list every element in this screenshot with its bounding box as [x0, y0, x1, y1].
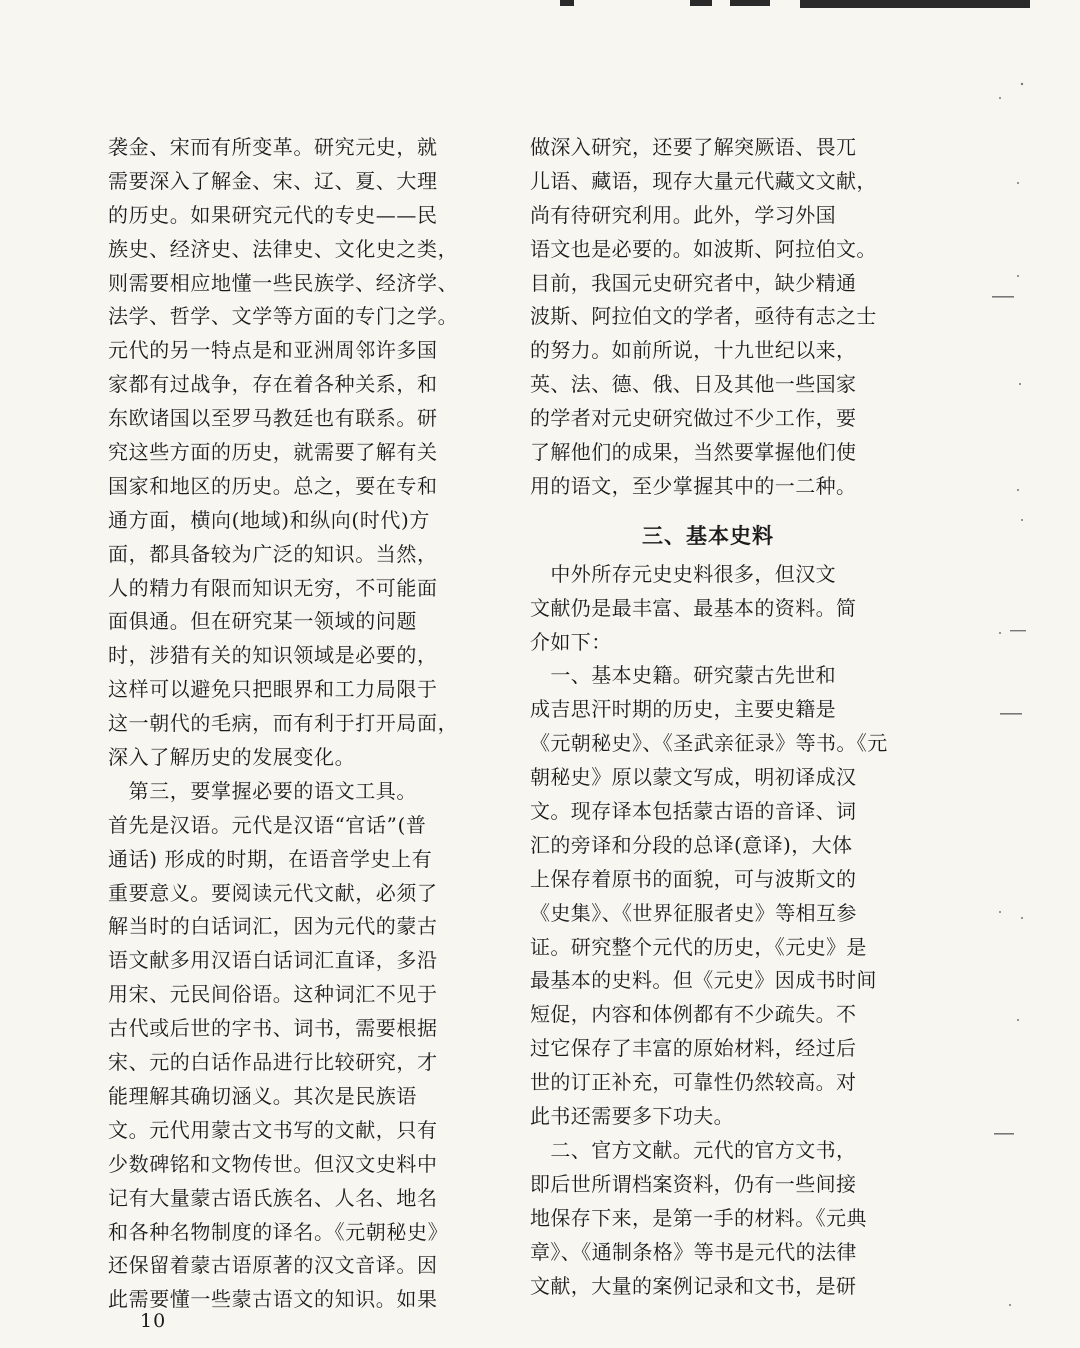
left-text-column — [108, 131, 468, 1317]
right-column-bottom-text — [530, 558, 886, 1304]
right-column-line: 《史集》、《世界征服者史》等相互参 — [530, 900, 857, 925]
left-column-line: 法学、哲学、文学等方面的专门之学。 — [108, 304, 459, 329]
left-column-line: 能理解其确切涵义。其次是民族语 — [108, 1083, 417, 1108]
right-column-line: 朝秘史》原以蒙文写成，明初译成汉 — [530, 765, 857, 790]
right-column-line: 证。研究整个元代的历史，《元史》是 — [530, 934, 867, 959]
right-column-line: 中外所存元史史料很多，但汉文 — [530, 561, 836, 586]
left-column-line: 首先是汉语。元代是汉语“官话”(普 — [108, 812, 427, 837]
right-text-column — [530, 131, 886, 1303]
right-column-line: 上保存着原书的面貌，可与波斯文的 — [530, 866, 857, 891]
right-column-line: 即后世所谓档案资料，仍有一些间接 — [530, 1171, 857, 1196]
left-column-line: 究这些方面的历史，就需要了解有关 — [108, 440, 438, 465]
left-column-line: 元代的另一特点是和亚洲周邻许多国 — [108, 338, 438, 363]
left-column-line: 人的精力有限而知识无穷，不可能面 — [108, 575, 438, 600]
left-column-line: 用宋、元民间俗语。这种词汇不见于 — [108, 982, 438, 1007]
right-column-line: 目前，我国元史研究者中，缺少精通 — [530, 270, 857, 295]
left-column-line: 深入了解历史的发展变化。 — [108, 745, 356, 770]
page-number: 10 — [140, 1310, 167, 1332]
right-column-line: 成吉思汗时期的历史，主要史籍是 — [530, 697, 836, 722]
left-column-line: 古代或后世的字书、词书，需要根据 — [108, 1016, 438, 1041]
right-column-line: 文献仍是最丰富、最基本的资料。简 — [530, 595, 857, 620]
right-column-line: 文。现存译本包括蒙古语的音译、词 — [530, 799, 857, 824]
right-column-line: 地保存下来，是第一手的材料。《元典 — [530, 1205, 867, 1230]
right-column-line: 用的语文，至少掌握其中的一二种。 — [530, 473, 857, 498]
right-column-line: 语文也是必要的。如波斯、阿拉伯文。 — [530, 236, 877, 261]
right-column-line: 章》、《通制条格》等书是元代的法律 — [530, 1239, 857, 1264]
left-column-line: 这样可以避免只把眼界和工力局限于 — [108, 677, 438, 702]
right-column-line: 介如下： — [530, 629, 612, 654]
left-column-line: 这一朝代的毛病，而有利于打开局面， — [108, 711, 459, 736]
right-column-line: 世的订正补充，可靠性仍然较高。对 — [530, 1070, 857, 1095]
right-column-line: 汇的旁译和分段的总译(意译)，大体 — [530, 832, 853, 857]
right-column-line: 文献，大量的案例记录和文书，是研 — [530, 1273, 857, 1298]
right-column-line: 做深入研究，还要了解突厥语、畏兀 — [530, 135, 857, 159]
left-column-line: 袭金、宋而有所变革。研究元史，就 — [108, 135, 438, 159]
left-column-line: 此需要懂一些蒙古语文的知识。如果 — [108, 1287, 438, 1312]
left-column-line: 第三，要掌握必要的语文工具。 — [108, 778, 417, 803]
right-column-line: 尚有待研究利用。此外，学习外国 — [530, 202, 836, 227]
right-column-top-text — [530, 131, 886, 504]
right-column-line: 过它保存了丰富的原始材料，经过后 — [530, 1036, 857, 1061]
left-column-line: 时，涉猎有关的知识领域是必要的， — [108, 643, 438, 668]
left-column-line: 还保留着蒙古语原著的汉文音译。因 — [108, 1253, 438, 1278]
right-column-line: 的学者对元史研究做过不少工作，要 — [530, 406, 857, 431]
left-column-line: 面俱通。但在研究某一领域的问题 — [108, 609, 417, 634]
right-column-line: 了解他们的成果，当然要掌握他们使 — [530, 440, 857, 465]
right-column-line: 此书还需要多下功夫。 — [530, 1104, 734, 1129]
right-column-line: 波斯、阿拉伯文的学者，亟待有志之士 — [530, 304, 877, 329]
right-column-line: 二、官方文献。元代的官方文书， — [530, 1137, 857, 1162]
right-column-line: 短促，内容和体例都有不少疏失。不 — [530, 1002, 857, 1027]
right-column-line: 的努力。如前所说，十九世纪以来， — [530, 338, 857, 363]
left-column-line: 和各种名物制度的译名。《元朝秘史》 — [108, 1219, 449, 1244]
right-column-line: 最基本的史料。但《元史》因成书时间 — [530, 968, 877, 993]
section-heading: 三、基本史料 — [642, 522, 774, 548]
right-column-line: 《元朝秘史》、《圣武亲征录》等书。《元 — [530, 731, 888, 756]
left-column-line: 宋、元的白话作品进行比较研究，才 — [108, 1050, 438, 1075]
left-column-line: 东欧诸国以至罗马教廷也有联系。研 — [108, 406, 438, 431]
left-column-line: 通话) 形成的时期，在语音学史上有 — [108, 846, 433, 871]
scan-margin-specks — [970, 0, 1080, 1348]
left-column-line: 国家和地区的历史。总之，要在专和 — [108, 473, 438, 498]
left-column-line: 则需要相应地懂一些民族学、经济学、 — [108, 270, 459, 295]
scan-top-edge — [0, 0, 1080, 14]
left-column-line: 家都有过战争，存在着各种关系，和 — [108, 372, 438, 397]
left-column-line: 记有大量蒙古语氏族名、人名、地名 — [108, 1185, 438, 1210]
left-column-line: 解当时的白话词汇，因为元代的蒙古 — [108, 914, 438, 939]
right-column-line: 英、法、德、俄、日及其他一些国家 — [530, 372, 857, 397]
left-column-line: 族史、经济史、法律史、文化史之类， — [108, 236, 459, 261]
left-column-line: 面，都具备较为广泛的知识。当然， — [108, 541, 438, 566]
left-column-line: 重要意义。要阅读元代文献，必须了 — [108, 880, 438, 905]
right-column-line: 儿语、藏语，现存大量元代藏文文献， — [530, 168, 877, 193]
left-column-line: 少数碑铭和文物传世。但汉文史料中 — [108, 1151, 438, 1176]
left-column-line: 通方面，横向(地域)和纵向(时代)方 — [108, 507, 431, 532]
left-column-line: 文。元代用蒙古文书写的文献，只有 — [108, 1117, 438, 1142]
left-column-line: 语文献多用汉语白话词汇直译，多沿 — [108, 948, 438, 973]
left-column-line: 的历史。如果研究元代的专史——民 — [108, 202, 438, 227]
left-column-line: 需要深入了解金、宋、辽、夏、大理 — [108, 168, 438, 193]
right-column-line: 一、基本史籍。研究蒙古先世和 — [530, 663, 836, 688]
